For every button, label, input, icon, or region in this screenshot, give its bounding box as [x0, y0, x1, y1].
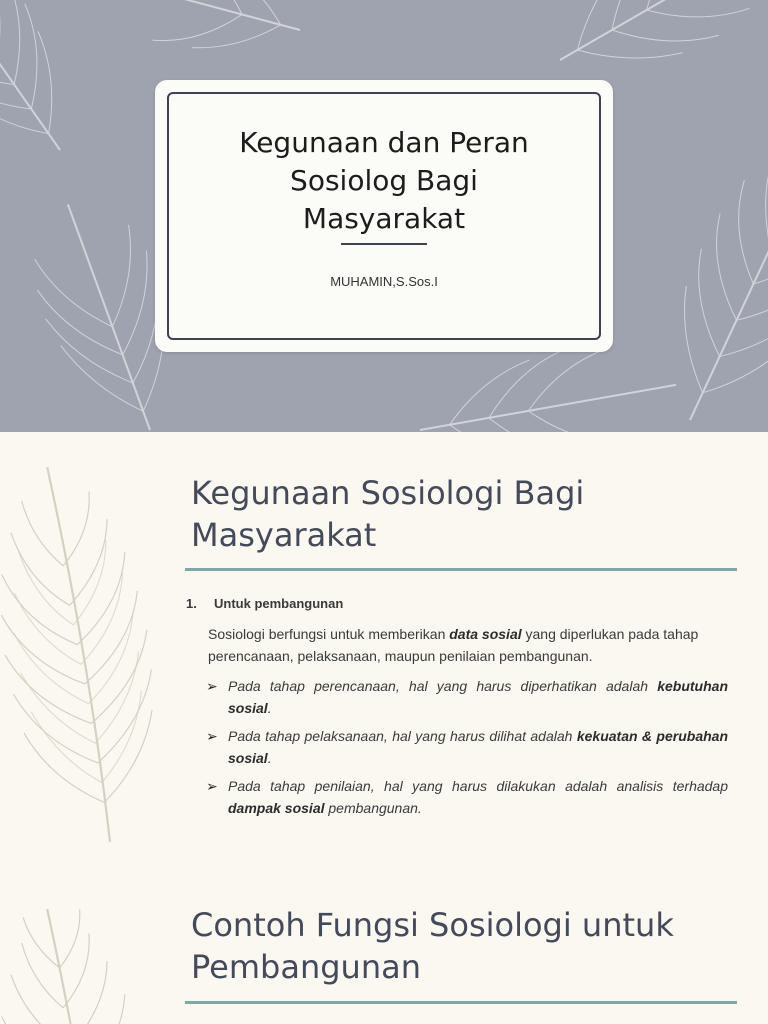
bullet-item [206, 675, 728, 719]
feather-decoration [94, 0, 312, 76]
arrow-bullet-icon: ➢ [206, 728, 218, 744]
bullet-text: . [267, 700, 272, 716]
title-slide [0, 0, 768, 432]
bullet-item [206, 775, 728, 819]
slide-title: Kegunaan Sosiologi Bagi Masyarakat [191, 474, 585, 554]
bullet-list [186, 675, 728, 819]
bullet-text: pembangunan. [324, 800, 422, 816]
paragraph-emphasis: data sosial [449, 626, 522, 642]
feather-decoration-left [0, 432, 200, 864]
paragraph-text: yang diperlukan pada tahap perencanaan, pelaksanaan, maupun penilaian pembangunan. [208, 626, 699, 664]
bullet-item [206, 725, 728, 769]
feather-decoration-left [0, 864, 200, 1024]
feather-decoration [634, 122, 768, 432]
title-card [155, 80, 613, 352]
title-card-border [167, 92, 601, 340]
numbered-point [186, 596, 728, 611]
author-name: MUHAMIN,S.Sos.I [330, 274, 438, 289]
bullet-text: Pada tahap pelaksanaan, hal yang harus dilihat adalah [228, 728, 577, 744]
arrow-bullet-icon: ➢ [206, 778, 218, 794]
content-slide [0, 432, 768, 864]
title-underline [185, 568, 737, 571]
feather-decoration [0, 0, 105, 182]
bullet-text: Pada tahap penilaian, hal yang harus dilakukan adalah analisis terhadap [228, 778, 728, 794]
bullet-text: . [267, 750, 272, 766]
title-underline [185, 1001, 737, 1004]
bullet-text: Pada tahap perencanaan, hal yang harus diperhatikan adalah [228, 678, 658, 694]
bullet-emphasis: dampak sosial [228, 800, 325, 816]
content-slide-partial [0, 864, 768, 1024]
point-number: 1. [186, 596, 197, 611]
paragraph-text: Sosiologi berfungsi untuk memberikan [208, 626, 450, 642]
point-description [208, 623, 728, 667]
arrow-bullet-icon: ➢ [206, 678, 218, 694]
point-label: Untuk pembangunan [214, 596, 344, 611]
slide-content [186, 596, 728, 825]
bullet-emphasis: kekuatan & perubahan sosial [228, 728, 728, 766]
bullet-emphasis: kebutuhan sosial [228, 678, 728, 716]
slide-title: Contoh Fungsi Sosiologi untuk Pembangunan [191, 906, 674, 986]
presentation-title: Kegunaan dan Peran Sosiolog Bagi Masyarakat [239, 126, 529, 235]
title-divider [341, 243, 427, 245]
